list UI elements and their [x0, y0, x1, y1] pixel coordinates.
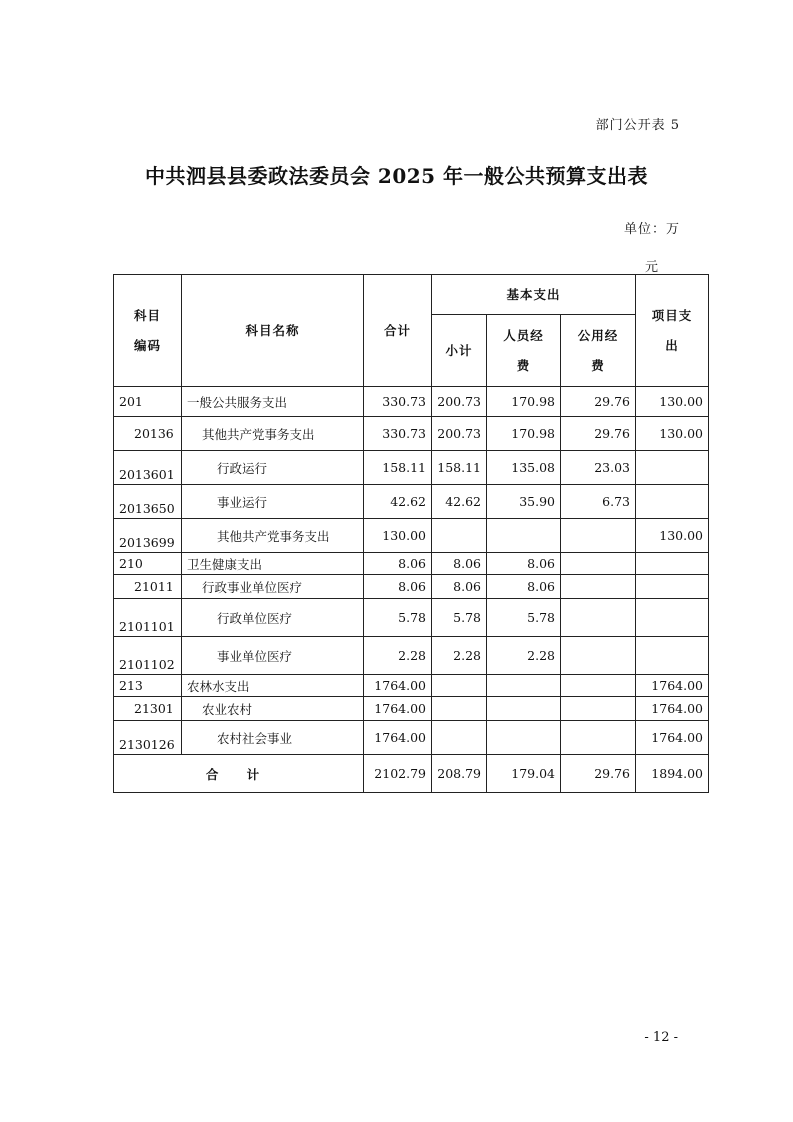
- cell-code: 2013699: [114, 519, 182, 553]
- unit-label: 单位：万: [623, 222, 680, 237]
- header-subtotal: 小计: [432, 315, 487, 387]
- header-project-expenditure: 项目支出: [636, 275, 709, 387]
- cell-personnel: 2.28: [487, 637, 561, 675]
- cell-public: [561, 697, 636, 721]
- cell-public: [561, 599, 636, 637]
- cell-personnel: [487, 675, 561, 697]
- cell-project: [636, 575, 709, 599]
- document-label: 部门公开表 5: [595, 118, 680, 133]
- cell-total: 130.00: [364, 519, 432, 553]
- cell-public: [561, 519, 636, 553]
- cell-personnel: 170.98: [487, 387, 561, 417]
- cell-project: 1764.00: [636, 697, 709, 721]
- cell-subtotal: 2.28: [432, 637, 487, 675]
- cell-code: 210: [114, 553, 182, 575]
- cell-public: [561, 721, 636, 755]
- cell-total: 330.73: [364, 417, 432, 451]
- cell-total: 42.62: [364, 485, 432, 519]
- table-row: [114, 451, 709, 485]
- cell-name: 行政运行: [182, 451, 364, 485]
- cell-personnel: 135.08: [487, 451, 561, 485]
- table-row: [114, 485, 709, 519]
- cell-subtotal: [432, 697, 487, 721]
- cell-personnel: [487, 721, 561, 755]
- cell-name: 事业单位医疗: [182, 637, 364, 675]
- cell-public: [561, 675, 636, 697]
- table-row: [114, 675, 709, 697]
- cell-code: 21301: [114, 697, 182, 721]
- cell-name: 农业农村: [182, 697, 364, 721]
- cell-code: 2013650: [114, 485, 182, 519]
- cell-subtotal: 8.06: [432, 553, 487, 575]
- cell-name: 农林水支出: [182, 675, 364, 697]
- cell-personnel: [487, 697, 561, 721]
- cell-project: [636, 637, 709, 675]
- budget-table: [113, 274, 709, 793]
- cell-name: 卫生健康支出: [182, 553, 364, 575]
- cell-subtotal: [432, 675, 487, 697]
- cell-project: 1894.00: [636, 755, 709, 793]
- cell-subtotal: [432, 721, 487, 755]
- table-row: [114, 721, 709, 755]
- table-header: [114, 275, 709, 387]
- cell-total: 158.11: [364, 451, 432, 485]
- cell-name: 农村社会事业: [182, 721, 364, 755]
- cell-total: 1764.00: [364, 697, 432, 721]
- unit-label-continued: 元: [644, 260, 658, 275]
- cell-subtotal: 158.11: [432, 451, 487, 485]
- cell-project: 1764.00: [636, 721, 709, 755]
- total-label: 合 计: [114, 755, 364, 793]
- cell-public: 29.76: [561, 387, 636, 417]
- cell-code: 2101101: [114, 599, 182, 637]
- cell-personnel: 8.06: [487, 575, 561, 599]
- cell-public: [561, 575, 636, 599]
- cell-total: 8.06: [364, 575, 432, 599]
- cell-total: 8.06: [364, 553, 432, 575]
- cell-personnel: 170.98: [487, 417, 561, 451]
- cell-project: [636, 599, 709, 637]
- cell-project: 130.00: [636, 519, 709, 553]
- cell-total: 2.28: [364, 637, 432, 675]
- cell-project: 130.00: [636, 387, 709, 417]
- header-total: 合计: [364, 275, 432, 387]
- cell-total: 1764.00: [364, 721, 432, 755]
- cell-subtotal: 42.62: [432, 485, 487, 519]
- cell-total: 2102.79: [364, 755, 432, 793]
- cell-personnel: 5.78: [487, 599, 561, 637]
- table-body: [114, 387, 709, 793]
- header-personnel: 人员经费: [487, 315, 561, 387]
- cell-subtotal: 200.73: [432, 387, 487, 417]
- cell-name: 其他共产党事务支出: [182, 417, 364, 451]
- table-row: [114, 697, 709, 721]
- cell-name: 事业运行: [182, 485, 364, 519]
- header-name: 科目名称: [182, 275, 364, 387]
- table-row: [114, 637, 709, 675]
- table-row: [114, 417, 709, 451]
- cell-public: 23.03: [561, 451, 636, 485]
- table-row: [114, 599, 709, 637]
- cell-code: 2013601: [114, 451, 182, 485]
- page-number: - 12 -: [644, 1030, 678, 1045]
- table-row: [114, 575, 709, 599]
- table-row: [114, 553, 709, 575]
- total-row: [114, 755, 709, 793]
- cell-project: [636, 485, 709, 519]
- cell-personnel: 35.90: [487, 485, 561, 519]
- header-code: 科目编码: [114, 275, 182, 387]
- cell-code: 201: [114, 387, 182, 417]
- cell-project: [636, 553, 709, 575]
- cell-total: 5.78: [364, 599, 432, 637]
- cell-code: 2130126: [114, 721, 182, 755]
- cell-subtotal: 200.73: [432, 417, 487, 451]
- cell-project: 130.00: [636, 417, 709, 451]
- table-row: [114, 519, 709, 553]
- cell-code: 213: [114, 675, 182, 697]
- cell-public: [561, 553, 636, 575]
- cell-public: 6.73: [561, 485, 636, 519]
- cell-name: 其他共产党事务支出: [182, 519, 364, 553]
- cell-personnel: [487, 519, 561, 553]
- cell-project: [636, 451, 709, 485]
- cell-public: 29.76: [561, 417, 636, 451]
- cell-personnel: 179.04: [487, 755, 561, 793]
- cell-code: 20136: [114, 417, 182, 451]
- cell-total: 1764.00: [364, 675, 432, 697]
- cell-subtotal: 208.79: [432, 755, 487, 793]
- cell-subtotal: [432, 519, 487, 553]
- cell-subtotal: 8.06: [432, 575, 487, 599]
- cell-code: 2101102: [114, 637, 182, 675]
- page-title: 中共泗县县委政法委员会 2025 年一般公共预算支出表: [144, 164, 649, 188]
- cell-public: 29.76: [561, 755, 636, 793]
- cell-name: 行政单位医疗: [182, 599, 364, 637]
- cell-total: 330.73: [364, 387, 432, 417]
- cell-name: 行政事业单位医疗: [182, 575, 364, 599]
- cell-personnel: 8.06: [487, 553, 561, 575]
- cell-project: 1764.00: [636, 675, 709, 697]
- header-public: 公用经费: [561, 315, 636, 387]
- table-row: [114, 387, 709, 417]
- cell-name: 一般公共服务支出: [182, 387, 364, 417]
- cell-subtotal: 5.78: [432, 599, 487, 637]
- cell-code: 21011: [114, 575, 182, 599]
- header-basic-expenditure: 基本支出: [432, 275, 636, 315]
- cell-public: [561, 637, 636, 675]
